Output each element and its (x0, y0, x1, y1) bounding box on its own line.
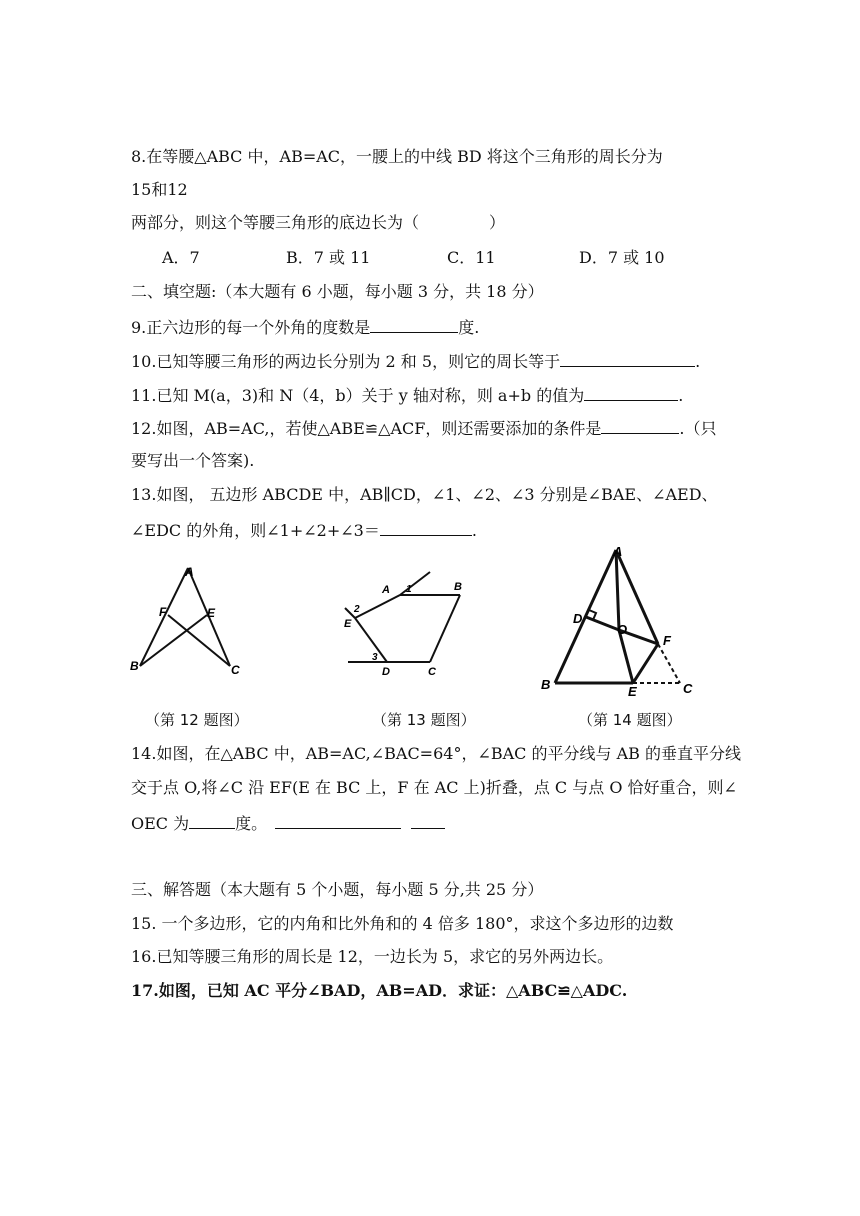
q8-line3-close: ） (489, 213, 506, 232)
fig14-label-e: E (628, 684, 637, 698)
q14-unit: 度。 (235, 814, 268, 833)
fig14-label-o: O (617, 622, 628, 637)
q12-end: .（只 (679, 419, 717, 438)
q13-line1: 13.如图， 五边形 ABCDE 中，AB∥CD，∠1、∠2、∠3 分别是∠BAE、∠AED、 (131, 485, 718, 504)
fig12-label-b: B (130, 659, 139, 673)
fig12-label-a: A (185, 565, 194, 579)
fig13-label-a: A (382, 584, 390, 596)
q8-option-c: C．11 (447, 248, 496, 267)
fig14-label-c: C (683, 681, 693, 696)
fig13-label-2: 2 (354, 604, 360, 615)
fig14-label-d: D (573, 611, 583, 626)
q10-text: 10.已知等腰三角形的两边长分别为 2 和 5，则它的周长等于 (131, 352, 561, 371)
q11-end: . (678, 386, 684, 405)
fig13-label-d: D (382, 666, 390, 678)
fig13-label-3: 3 (372, 652, 378, 663)
q17: 17.如图，已知 AC 平分∠BAD，AB=AD．求证：△ABC≌△ADC. (131, 981, 628, 1000)
figure-14-lines (555, 550, 658, 683)
fig13-label-e: E (344, 618, 352, 630)
figure-13-lines (345, 572, 460, 662)
figure-12 (118, 560, 253, 685)
q14-answer-blank (189, 812, 235, 829)
q8-option-b: B．7 或 11 (286, 248, 371, 267)
figure-13 (330, 565, 480, 685)
fig13-label-b: B (454, 581, 462, 593)
q14-extra-blank-2 (411, 812, 445, 829)
fig13-label-1: 1 (406, 584, 412, 595)
fig14-label-b: B (541, 677, 551, 692)
fig14-label-f: F (663, 633, 671, 648)
q12-line1 (131, 417, 716, 439)
q8-line3-before: 两部分，则这个等腰三角形 (131, 213, 324, 232)
q14-line3 (131, 812, 445, 834)
q8-line3 (131, 213, 505, 233)
q13-text: ∠EDC 的外角，则∠1+∠2+∠3＝ (131, 521, 380, 540)
q8-line1: 8.在等腰△ABC 中，AB=AC，一腰上的中线 BD 将这个三角形的周长分为 (131, 147, 663, 166)
q10-answer-blank (560, 350, 695, 367)
q14-text: OEC 为 (131, 814, 190, 833)
fig12-caption: （第 12 题图） (145, 711, 249, 729)
q12-text: 12.如图，AB=AC,，若使△ABE≌△ACF，则还需要添加的条件是 (131, 419, 602, 438)
q16: 16.已知等腰三角形的周长是 12，一边长为 5，求它的另外两边长。 (131, 947, 614, 966)
q14-line2: 交于点 O,将∠C 沿 EF(E 在 BC 上，F 在 AC 上)折叠，点 C 与点 O 恰好重合，则∠ (131, 778, 737, 797)
q13-end: . (471, 521, 477, 540)
fig13-caption: （第 13 题图） (372, 711, 476, 729)
figure-14 (535, 540, 705, 698)
q13-answer-blank (380, 519, 472, 536)
q9-unit: 度. (458, 318, 480, 337)
q8-option-a: A．7 (162, 248, 200, 267)
q9-answer-blank (370, 316, 458, 333)
fig12-label-e: E (207, 606, 216, 620)
q15: 15. 一个多边形，它的内角和比外角和的 4 倍多 180°，求这个多边形的边数 (131, 914, 674, 933)
q10 (131, 350, 700, 372)
q11 (131, 384, 683, 406)
q14-line1: 14.如图，在△ABC 中，AB=AC,∠BAC=64°，∠BAC 的平分线与 AB 的垂直平分线 (131, 744, 741, 763)
q11-answer-blank (584, 384, 678, 401)
fig14-label-a: A (613, 544, 623, 559)
q12-line2: 要写出一个答案). (131, 451, 255, 470)
q8-line2: 15和12 (131, 180, 188, 199)
q12-answer-blank (601, 417, 679, 434)
fig12-label-c: C (231, 663, 240, 677)
q8-option-d: D．7 或 10 (579, 248, 665, 267)
fig12-label-f: F (159, 605, 167, 619)
q13-line2 (131, 519, 477, 541)
q11-text: 11.已知 M(a，3)和 N（4，b）关于 y 轴对称，则 a+b 的值为 (131, 386, 585, 405)
section-3-heading: 三、解答题（本大题有 5 个小题，每小题 5 分,共 25 分） (131, 880, 544, 899)
fig13-label-c: C (428, 666, 436, 678)
q10-end: . (695, 352, 701, 371)
figure-14-dashed-lines (633, 644, 680, 683)
fig14-caption: （第 14 题图） (578, 711, 682, 729)
q14-extra-blank-1 (275, 812, 401, 829)
q9 (131, 316, 479, 338)
q9-text: 9.正六边形的每一个外角的度数是 (131, 318, 371, 337)
figure-12-lines (140, 568, 230, 666)
q8-line3-after: 的底边长为（ (323, 213, 420, 232)
section-2-heading: 二、填空题:（本大题有 6 小题，每小题 3 分，共 18 分） (131, 282, 544, 301)
